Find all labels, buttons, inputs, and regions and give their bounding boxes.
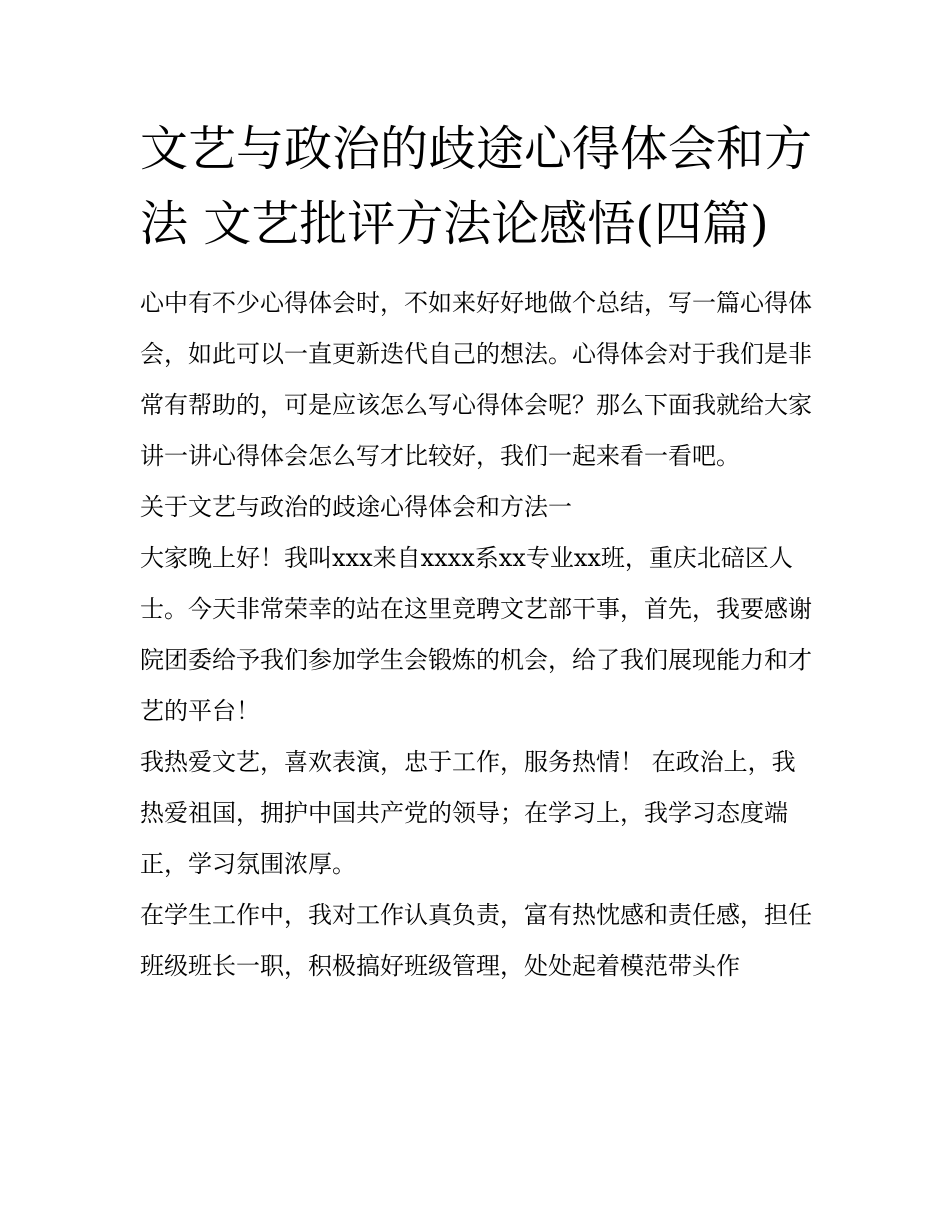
document-page [140,112,812,992]
document-title: 文艺与政治的歧途心得体会和方法 文艺批评方法论感悟(四篇) [140,121,813,252]
body-paragraph: 我热爱文艺，喜欢表演，忠于工作，服务热情！ 在政治上，我热爱祖国，拥护中国共产党的领导；在学习上，我学习态度端正，学习氛围浓厚。 [140,748,796,878]
body-paragraph: 在学生工作中，我对工作认真负责，富有热忱感和责任感，担任班级班长一职，积极搞好班级管理，处处起着模范带头作 [140,901,812,980]
intro-paragraph: 心中有不少心得体会时，不如来好好地做个总结，写一篇心得体会，如此可以一直更新迭代自己的想法。心得体会对于我们是非常有帮助的，可是应该怎么写心得体会呢？那么下面我就给大家讲一讲心得体会怎么写才比较好，我们一起来看一看吧。 [140,289,812,470]
section-heading: 关于文艺与政治的歧途心得体会和方法一 [140,493,572,521]
body-paragraph: 大家晚上好！我叫xxx来自xxxx系xx专业xx班，重庆北碚区人士。今天非常荣幸的站在这里竞聘文艺部干事，首先，我要感谢院团委给予我们参加学生会锻炼的机会，给了我们展现能力和才艺的平台！ [140,544,812,725]
